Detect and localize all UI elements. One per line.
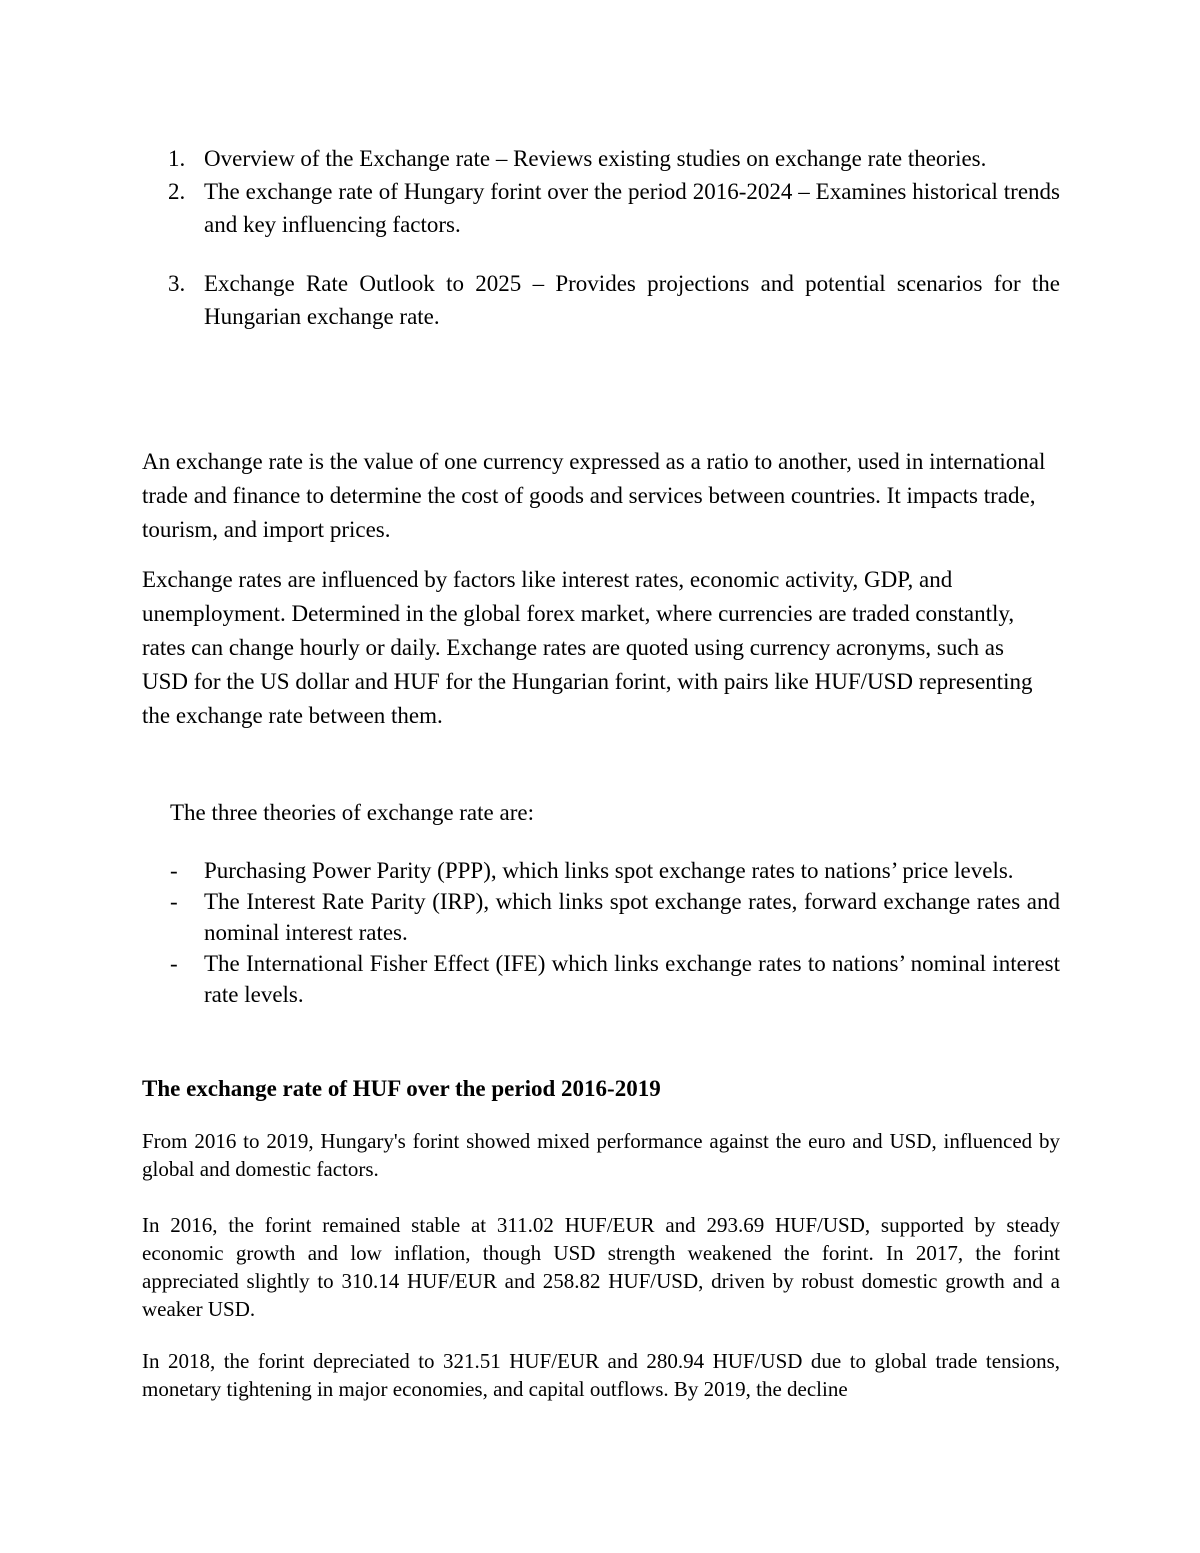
outline-item — [142, 267, 1060, 333]
outline-item — [142, 142, 1060, 175]
outline-list — [142, 142, 1060, 333]
theory-item — [142, 886, 1060, 948]
theory-text: The Interest Rate Parity (IRP), which links spot exchange rates, forward exchange rates and nominal interest rates. — [204, 889, 1060, 945]
section-paragraph: From 2016 to 2019, Hungary's forint showed mixed performance against the euro and USD, influenced by global and domestic factors. — [142, 1129, 1060, 1181]
theory-text: Purchasing Power Parity (PPP), which links spot exchange rates to nations’ price levels. — [204, 858, 1014, 883]
section-paragraph: In 2016, the forint remained stable at 311.02 HUF/EUR and 293.69 HUF/USD, supported by steady economic growth and low inflation, though USD strength weakened the forint. In 2017, the forint appreciated slightly to 310.14 HUF/EUR and 258.82 HUF/USD, driven by robust domestic growth and a weaker USD. — [142, 1213, 1060, 1321]
outline-number: 2. — [168, 179, 186, 204]
outline-number: 1. — [168, 146, 186, 171]
influence-paragraph: Exchange rates are influenced by factors like interest rates, economic activity, GDP, and unemployment. Determined in the global forex market, where currencies are traded constantly, rates can change hourly or daily. Exchange rates are quoted using currency acronyms, such as USD for the US dollar and HUF for the Hungarian forint, with pairs like HUF/USD representing the exchange rate between them. — [142, 567, 1033, 728]
outline-number: 3. — [168, 271, 186, 296]
outline-text: The exchange rate of Hungary forint over the period 2016-2024 – Examines historical trends and key influencing factors. — [204, 179, 1060, 237]
outline-text: Overview of the Exchange rate – Reviews existing studies on exchange rate theories. — [204, 146, 987, 171]
definition-paragraph: An exchange rate is the value of one currency expressed as a ratio to another, used in international trade and finance to determine the cost of goods and services between countries. It impacts trade, tourism, and import prices. — [142, 449, 1046, 542]
theory-text: The International Fisher Effect (IFE) which links exchange rates to nations’ nominal interest rate levels. — [204, 951, 1060, 1007]
dash-bullet: - — [170, 858, 178, 883]
section-heading: The exchange rate of HUF over the period 2016-2019 — [142, 1076, 661, 1101]
section-paragraph: In 2018, the forint depreciated to 321.51 HUF/EUR and 280.94 HUF/USD due to global trade tensions, monetary tightening in major economies, and capital outflows. By 2019, the decline — [142, 1349, 1060, 1401]
theories-intro: The three theories of exchange rate are: — [170, 800, 534, 825]
outline-item — [142, 175, 1060, 241]
outline-text: Exchange Rate Outlook to 2025 – Provides projections and potential scenarios for the Hungarian exchange rate. — [204, 271, 1060, 329]
theories-list — [142, 855, 1060, 1010]
theory-item — [142, 948, 1060, 1010]
dash-bullet: - — [170, 889, 178, 914]
theory-item — [142, 855, 1060, 886]
dash-bullet: - — [170, 951, 178, 976]
